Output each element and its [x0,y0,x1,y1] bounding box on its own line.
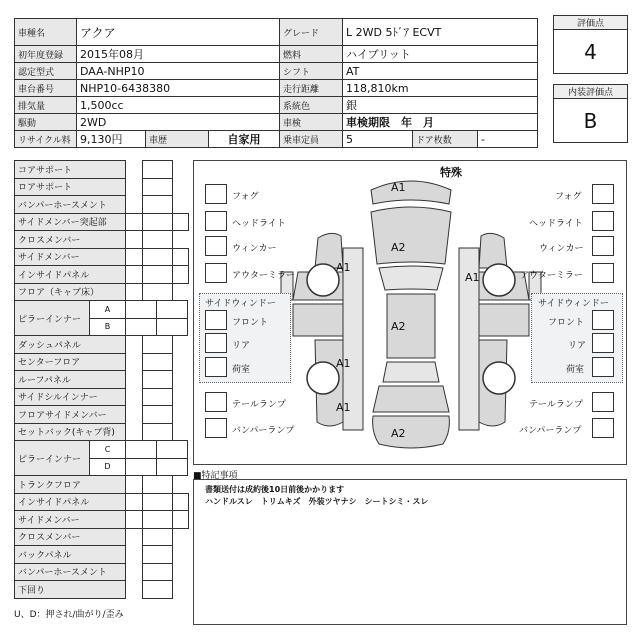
part-check-cell[interactable] [142,475,173,494]
part-label: 下回り [14,580,126,599]
part-check-cell[interactable] [142,545,173,564]
part-check-cell[interactable] [142,580,173,599]
part-check-cell[interactable] [142,160,173,179]
part-check-cell[interactable] [142,283,173,302]
left-fog-label: フォグ [232,192,259,202]
grade-left-quarter: A1 [336,401,351,414]
part-check-cell-wide[interactable] [125,213,189,232]
part-check-cell-wide[interactable] [125,510,189,529]
right-window-luggage-label: 荷室 [566,365,585,375]
left-outer-mirror-label: アウターミラー [232,271,295,281]
part-check-cell-wide[interactable] [125,248,189,267]
left-window-luggage-checkbox[interactable] [205,357,227,377]
left-bumper-lamp-checkbox[interactable] [205,418,227,438]
right-winker-label: ウィンカー [539,244,584,254]
left-front-wheel [307,264,339,296]
label-first-registration: 初年度登録 [14,45,77,63]
right-tail-lamp-checkbox[interactable] [592,392,614,412]
part-check-cell[interactable] [125,440,157,459]
grade-left-fender: A1 [336,261,351,274]
label-mileage: 走行距離 [279,79,343,97]
grade-right-fender: A1 [465,271,480,284]
left-tail-lamp-label: テールランプ [232,400,286,410]
part-label: コアサポート [14,160,126,179]
notes-line-1: 書類送付は成約後10日前後かかります [205,485,345,494]
part-label: ルーフパネル [14,370,126,389]
left-winker-checkbox[interactable] [205,236,227,256]
label-color: 系統色 [279,96,343,114]
right-headlight-label: ヘッドライト [529,219,583,229]
part-label: ピラーインナー [14,300,90,336]
right-bumper-lamp-label: バンパーランプ [519,426,582,436]
part-check-cell[interactable] [142,335,173,354]
hood-panel [371,207,451,264]
left-tail-lamp-checkbox[interactable] [205,392,227,412]
part-check-cell[interactable] [142,563,173,582]
part-label: クロスメンバー [14,230,126,249]
part-label: サイドシルインナー [14,388,126,407]
grade-front-bumper: A1 [391,181,406,194]
notes-line-2: ハンドルスレ トリムキズ 外装ツヤナシ シートシミ・スレ [205,497,429,506]
part-label: ダッシュパネル [14,335,126,354]
right-fender-panel [479,233,507,268]
value-mileage: 118,810km [342,79,538,97]
label-recycle-fee: リサイクル料 [14,130,77,148]
left-headlight-label: ヘッドライト [232,219,286,229]
right-window-rear-label: リア [568,341,587,351]
right-window-luggage-checkbox[interactable] [592,357,614,377]
part-check-cell[interactable] [142,195,173,214]
part-check-cell[interactable] [142,353,173,372]
part-check-cell[interactable] [156,318,188,337]
value-inspection: 車検期限 年 月 [342,113,538,131]
part-sub-label: A [89,300,126,319]
part-check-cell[interactable] [142,388,173,407]
part-check-cell[interactable] [142,178,173,197]
right-front-wheel [483,264,515,296]
label-grade: グレード [279,18,343,46]
label-drive: 駆動 [14,113,77,131]
value-color: 銀 [342,96,538,114]
right-window-rear-checkbox[interactable] [592,333,614,353]
left-rear-wheel [307,362,339,394]
right-fog-checkbox[interactable] [592,184,614,204]
part-check-cell-wide[interactable] [125,493,189,512]
label-capacity: 乗車定員 [279,130,343,148]
part-label: バンパーホースメント [14,563,126,582]
part-label: フロアサイドメンバー [14,405,126,424]
part-check-cell[interactable] [156,440,188,459]
left-winker-label: ウィンカー [232,244,277,254]
part-check-cell[interactable] [142,230,173,249]
trunk-panel [373,386,449,412]
value-grade: L 2WD 5ﾄﾞｱ ECVT [342,18,538,46]
part-check-cell[interactable] [156,458,188,477]
value-shift: AT [342,62,538,80]
right-side-window-title: サイドウィンドー [538,299,609,309]
grade-trunk: A2 [391,427,406,440]
value-first-registration: 2015年08月 [76,45,280,63]
left-headlight-checkbox[interactable] [205,211,227,231]
diagram-title: 特殊 [440,166,462,179]
part-label: サイドメンバー [14,248,126,267]
part-label: ロアサポート [14,178,126,197]
value-recycle-fee: 9,130円 [76,130,146,148]
right-window-front-checkbox[interactable] [592,310,614,330]
right-outer-mirror-checkbox[interactable] [592,263,614,283]
part-label: トランクフロア [14,475,126,494]
left-rear-door-panel [293,304,343,336]
value-displacement: 1,500cc [76,96,280,114]
part-sub-label: C [89,440,126,459]
right-outer-mirror-label: アウターミラー [520,271,583,281]
label-doors: ドア枚数 [412,130,478,148]
left-window-rear-label: リア [232,341,251,351]
rating-label: 評価点 [553,15,628,30]
label-chassis-number: 車台番号 [14,79,77,97]
left-fog-checkbox[interactable] [205,184,227,204]
front-bumper-panel [371,181,451,204]
rating-value: 4 [553,29,628,74]
footnote: U、D：押され/曲がり/歪み [14,610,124,620]
right-fog-label: フォグ [555,192,582,202]
label-inspection: 車検 [279,113,343,131]
part-check-cell[interactable] [142,405,173,424]
part-label: ピラーインナー [14,440,90,476]
right-tail-lamp-label: テールランプ [529,400,583,410]
value-model-code: DAA-NHP10 [76,62,280,80]
value-history: 自家用 [208,130,280,148]
part-sub-label: D [89,458,126,477]
value-car-name: アクア [76,18,280,46]
windshield-panel [379,266,443,290]
label-displacement: 排気量 [14,96,77,114]
label-history: 車歴 [145,130,209,148]
right-rear-door-panel [479,304,529,336]
left-bumper-lamp-label: バンパーランプ [232,426,295,436]
notes-title: ■特記事項 [193,471,238,481]
value-chassis-number: NHP10-6438380 [76,79,280,97]
label-shift: シフト [279,62,343,80]
part-label: サイドメンバー突起部 [14,213,126,232]
interior-rating-label: 内装評価点 [553,84,628,99]
part-sub-label: B [89,318,126,337]
part-label: バックパネル [14,545,126,564]
left-window-luggage-label: 荷室 [232,365,251,375]
label-car-name: 車種名 [14,18,77,46]
part-check-cell[interactable] [125,300,157,319]
grade-hood: A2 [391,241,406,254]
part-label: クロスメンバー [14,528,126,547]
left-side-window-title: サイドウィンドー [205,299,276,309]
part-label: バンパーホースメント [14,195,126,214]
part-check-cell[interactable] [142,370,173,389]
part-check-cell[interactable] [125,458,157,477]
part-label: セットバック(キャブ背) [14,423,126,442]
right-headlight-checkbox[interactable] [592,211,614,231]
part-check-cell[interactable] [156,300,188,319]
label-fuel: 燃料 [279,45,343,63]
right-winker-checkbox[interactable] [592,236,614,256]
part-check-cell[interactable] [125,318,157,337]
part-label: フロア（キャブ床） [14,283,126,302]
part-check-cell[interactable] [142,423,173,442]
left-outer-mirror-checkbox[interactable] [205,263,227,283]
part-label: サイドメンバー [14,510,126,529]
rear-bumper-panel [373,416,450,448]
part-label: インサイドパネル [14,493,126,512]
left-window-front-label: フロント [232,318,269,328]
value-drive: 2WD [76,113,280,131]
right-rear-wheel [483,362,515,394]
right-bumper-lamp-checkbox[interactable] [592,418,614,438]
grade-roof: A2 [391,320,406,333]
interior-rating-value: B [553,98,628,143]
part-check-cell-wide[interactable] [125,265,189,284]
value-fuel: ハイブリット [342,45,538,63]
right-window-front-label: フロント [548,318,585,328]
rear-glass-panel [383,362,439,382]
label-model-code: 認定型式 [14,62,77,80]
part-label: センターフロア [14,353,126,372]
value-capacity: 5 [342,130,413,148]
grade-left-rear-door: A1 [336,357,351,370]
left-window-rear-checkbox[interactable] [205,333,227,353]
part-label: インサイドパネル [14,265,126,284]
value-doors: - [477,130,538,148]
left-window-front-checkbox[interactable] [205,310,227,330]
part-check-cell[interactable] [142,528,173,547]
